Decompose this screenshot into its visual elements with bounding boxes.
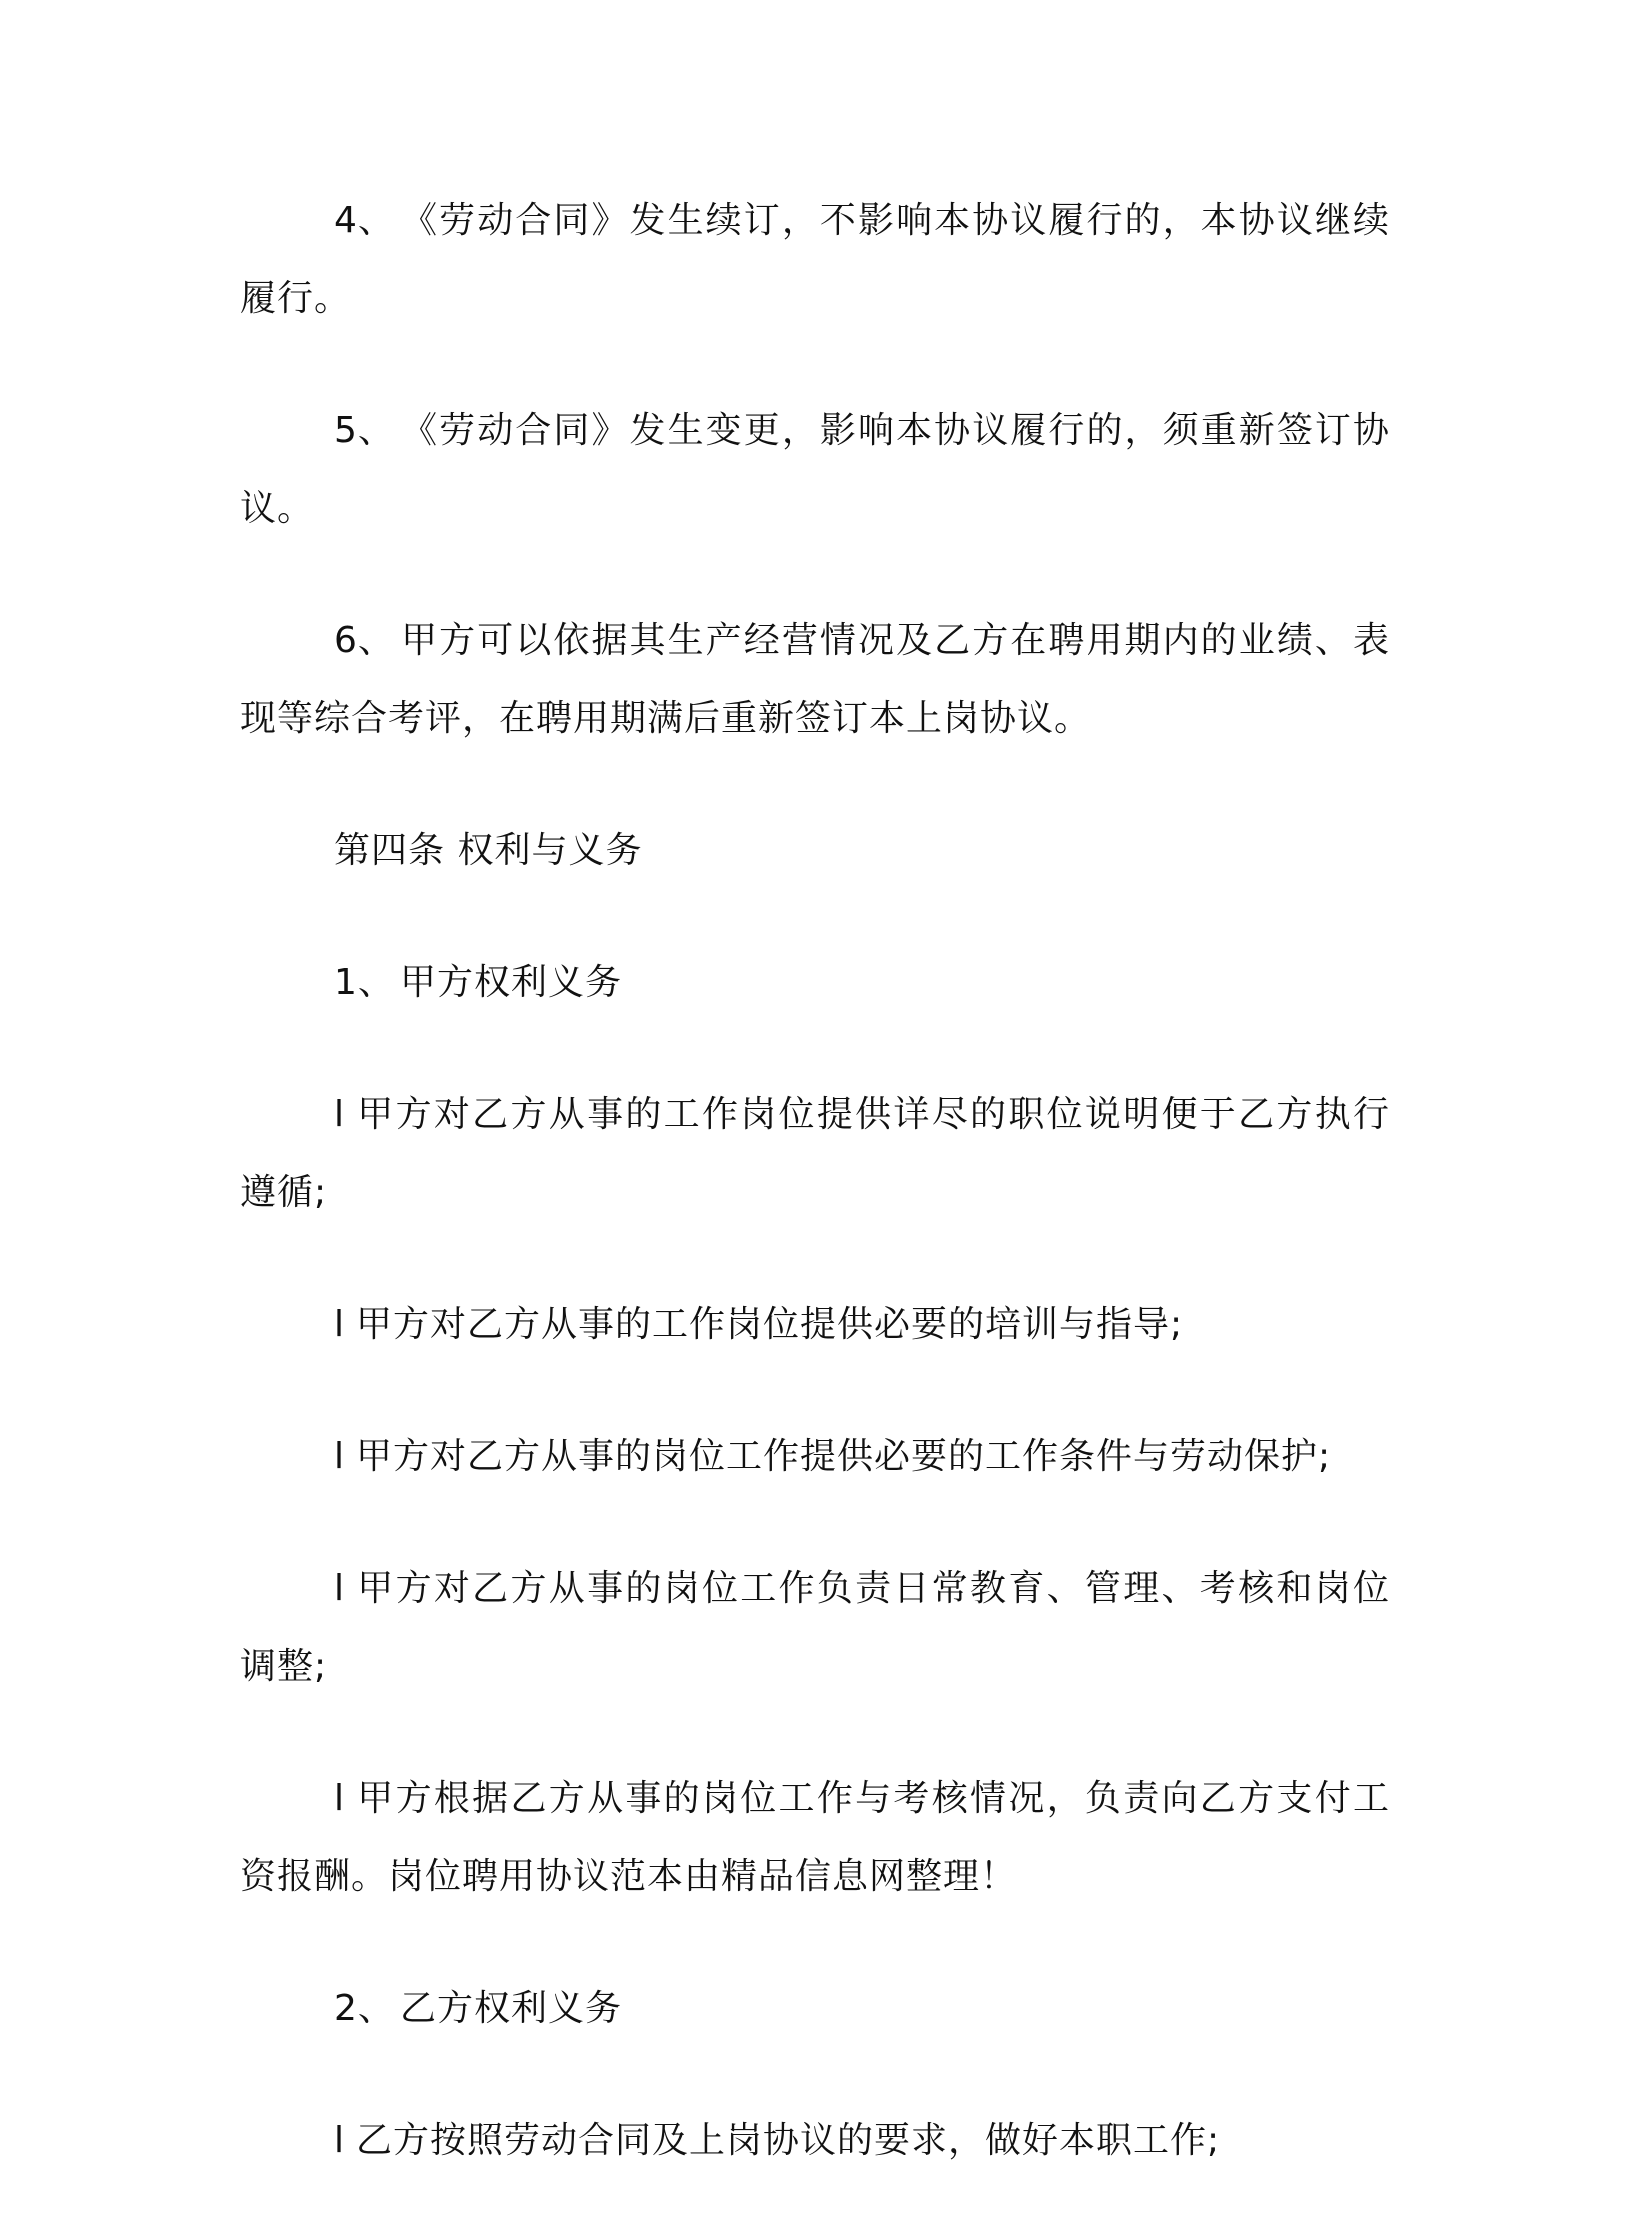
bullet-item <box>240 1550 1390 1706</box>
bullet-text: 甲方根据乙方从事的岗位工作与考核情况，负责向乙方支付工资报酬。岗位聘用协议范本由精品信息网整理！ <box>240 1778 1390 1897</box>
bullet-item <box>240 1286 1390 1364</box>
bullet-marker: l <box>334 1568 346 1609</box>
clause-text: 《劳动合同》发生变更，影响本协议履行的，须重新签订协议。 <box>240 410 1390 529</box>
bullet-item <box>240 1076 1390 1232</box>
clause-number: 6、 <box>334 620 395 661</box>
bullet-item <box>240 1760 1390 1916</box>
bullet-marker: l <box>334 2120 346 2161</box>
section-number: 2、 <box>334 1988 395 2029</box>
article-heading-text: 第四条 权利与义务 <box>334 830 643 871</box>
clause-number: 5、 <box>334 410 395 451</box>
article-4-heading <box>240 812 1390 890</box>
bullet-item <box>240 1418 1390 1496</box>
section-number: 1、 <box>334 962 395 1003</box>
bullet-text: 甲方对乙方从事的工作岗位提供必要的培训与指导; <box>356 1304 1184 1345</box>
clause-4 <box>240 182 1390 338</box>
bullet-text: 甲方对乙方从事的岗位工作负责日常教育、管理、考核和岗位调整; <box>240 1568 1390 1687</box>
bullet-text: 甲方对乙方从事的工作岗位提供详尽的职位说明便于乙方执行遵循; <box>240 1094 1390 1213</box>
bullet-marker: l <box>334 1304 346 1345</box>
document-page <box>240 182 1390 2234</box>
clause-5 <box>240 392 1390 548</box>
section-heading-text: 甲方权利义务 <box>400 962 623 1003</box>
bullet-text: 甲方对乙方从事的岗位工作提供必要的工作条件与劳动保护; <box>356 1436 1332 1477</box>
clause-text: 《劳动合同》发生续订，不影响本协议履行的，本协议继续履行。 <box>240 200 1390 319</box>
section-2-heading <box>240 1970 1390 2048</box>
clause-number: 4、 <box>334 200 395 241</box>
clause-6 <box>240 602 1390 758</box>
bullet-item <box>240 2102 1390 2180</box>
section-heading-text: 乙方权利义务 <box>400 1988 623 2029</box>
bullet-marker: l <box>334 1778 346 1819</box>
bullet-marker: l <box>334 1094 346 1135</box>
section-1-heading <box>240 944 1390 1022</box>
clause-text: 甲方可以依据其生产经营情况及乙方在聘用期内的业绩、表现等综合考评，在聘用期满后重新签订本上岗协议。 <box>240 620 1390 739</box>
bullet-text: 乙方按照劳动合同及上岗协议的要求，做好本职工作; <box>356 2120 1221 2161</box>
bullet-marker: l <box>334 1436 346 1477</box>
